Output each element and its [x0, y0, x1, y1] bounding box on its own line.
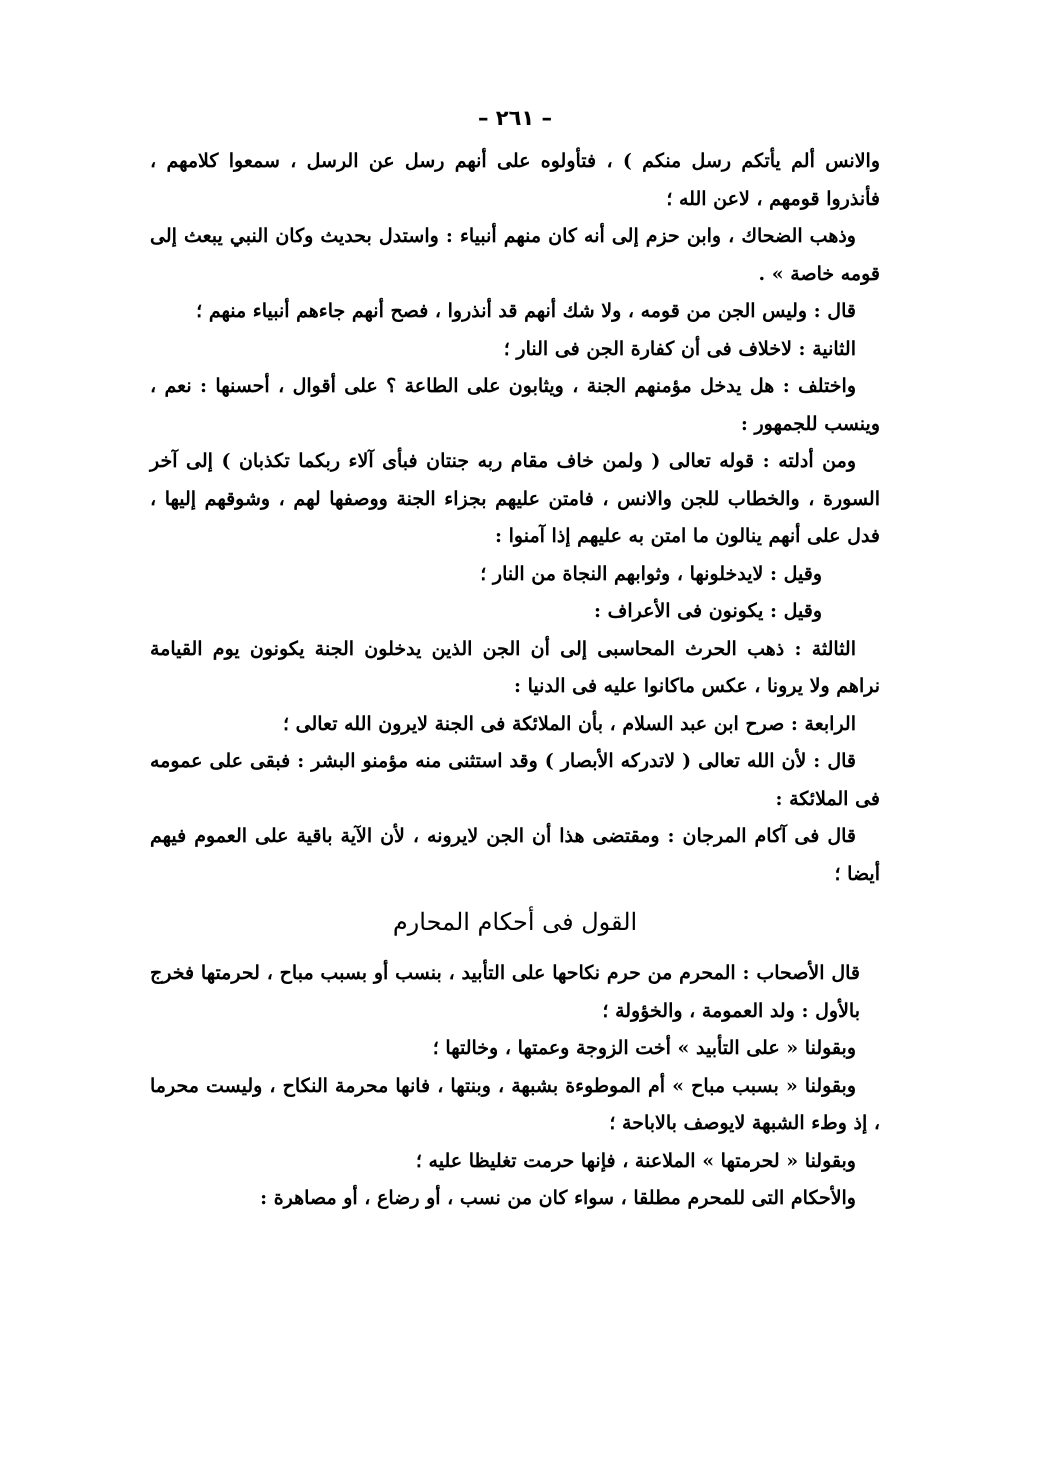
paragraph: الرابعة : صرح ابن عبد السلام ، بأن الملائكة فى الجنة لايرون الله تعالى ؛ [282, 712, 856, 735]
paragraph: وبقولنا « على التأبيد » أخت الزوجة وعمتها ، وخالتها ؛ [432, 1037, 856, 1059]
paragraph: واختلف : هل يدخل مؤمنهم الجنة ، ويثابون على الطاعة ؟ على أقوال ، أحسنها : نعم ، وينسب للجمهور : [150, 375, 880, 435]
paragraph: قال : وليس الجن من قومه ، ولا شك أنهم قد أنذروا ، فصح أنهم جاءهم أنبياء منهم ؛ [196, 300, 856, 322]
paragraph: قال فى آكام المرجان : ومقتضى هذا أن الجن لايرونه ، لأن الآية باقية على العموم فيهم أيضا ؛ [150, 825, 880, 885]
page-content [150, 105, 880, 1218]
paragraph: والانس ألم يأتكم رسل منكم ) ، فتأولوه على أنهم رسل عن الرسل ، سمعوا كلامهم ، فأنذروا قومهم ، لاعن الله ؛ [150, 150, 880, 210]
paragraph: والأحكام التى للمحرم مطلقا ، سواء كان من نسب ، أو رضاع ، أو مصاهرة : [260, 1187, 856, 1209]
paragraph: قال : لأن الله تعالى ( لاتدركه الأبصار ) وقد استثنى منه مؤمنو البشر : فبقى على عمومه فى الملائكة : [150, 750, 880, 810]
bottom-paragraphs [150, 955, 880, 1218]
paragraph: ومن أدلته : قوله تعالى ( ولمن خاف مقام ربه جنتان فبأى آلاء ربكما تكذبان ) إلى آخر السورة ، والخطاب للجن والانس ، فامتن عليهم بجزاء الجنة ووصفها لهم ، وشوقهم إليها ، فدل على أنهم ينالون ما امتن به عليهم إذا آمنوا : [150, 450, 880, 547]
page-number: – ٢٦١ – [477, 106, 553, 130]
paragraph: وقيل : لايدخلونها ، وثوابهم النجاة من النار ؛ [480, 562, 822, 585]
top-paragraphs [150, 143, 880, 893]
paragraph: وبقولنا « بسبب مباح » أم الموطوءة بشبهة ، وبنتها ، فانها محرمة النكاح ، وليست محرما ، إذ وطء الشبهة لايوصف بالاباحة ؛ [150, 1074, 880, 1134]
paragraph: الثالثة : ذهب الحرث المحاسبى إلى أن الجن الذين يدخلون الجنة يكونون يوم القيامة نراهم ولا يرونا ، عكس ماكانوا عليه فى الدنيا : [150, 637, 880, 697]
paragraph: الثانية : لاخلاف فى أن كفارة الجن فى النار ؛ [503, 337, 856, 360]
section-heading: القول فى أحكام المحارم [392, 908, 638, 936]
paragraph: قال الأصحاب : المحرم من حرم نكاحها على التأبيد ، بنسب أو بسبب مباح ، لحرمتها فخرج بالأول : ولد العمومة ، والخؤولة ؛ [150, 962, 860, 1022]
paragraph: وذهب الضحاك ، وابن حزم إلى أنه كان منهم أنبياء : واستدل بحديث وكان النبي يبعث إلى قومه خاصة » . [150, 225, 880, 285]
paragraph: وقيل : يكونون فى الأعراف : [594, 600, 822, 622]
paragraph: وبقولنا « لحرمتها » الملاعنة ، فإنها حرمت تغليظا عليه ؛ [415, 1149, 856, 1172]
